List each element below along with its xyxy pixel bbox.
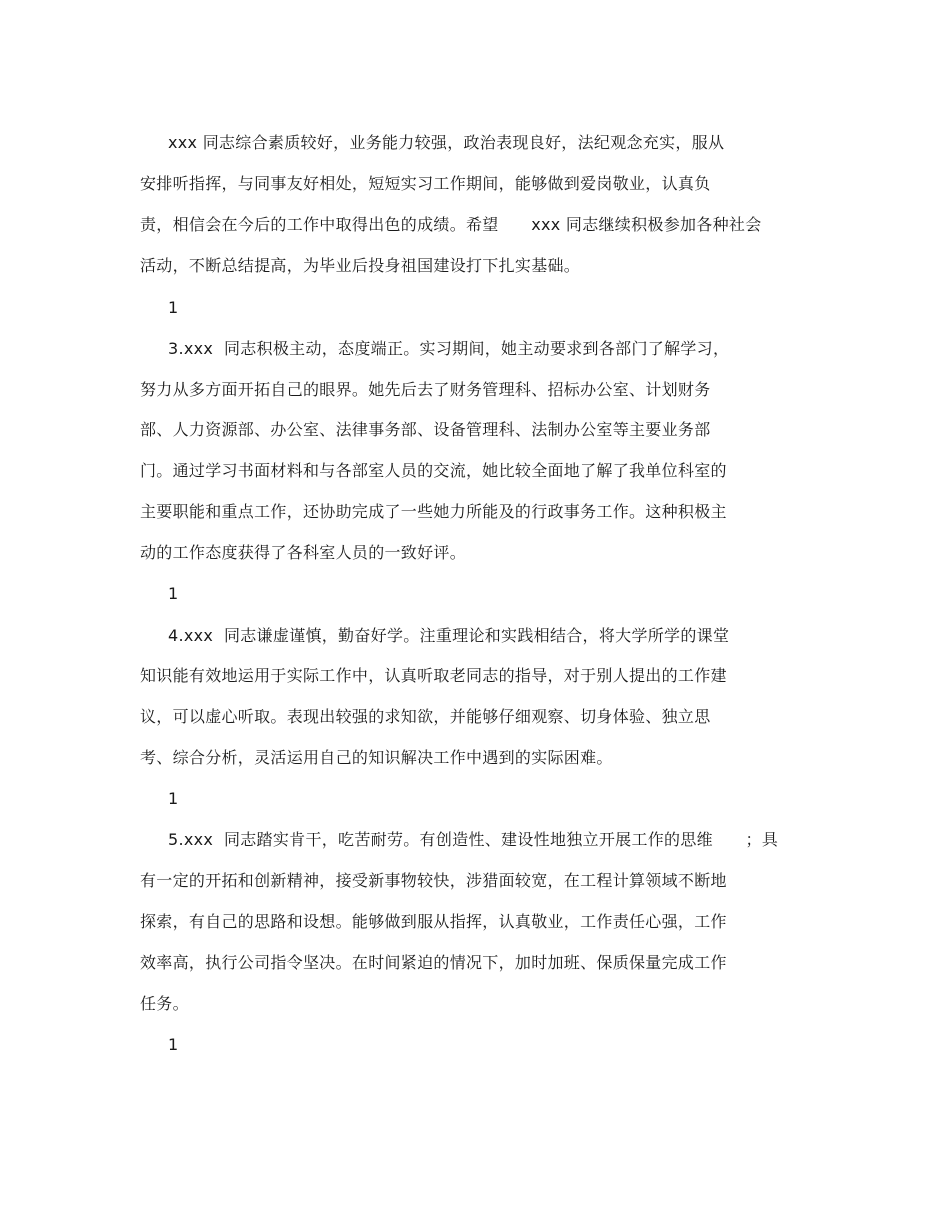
marker-number: 1	[168, 1035, 179, 1054]
paragraph-3-line-2: 努力从多方面开拓自己的眼界。她先后去了财务管理科、招标办公室、计划财务	[140, 380, 711, 399]
paragraph-1-line-4: 活动，不断总结提高，为毕业后投身祖国建设打下扎实基础。	[140, 256, 581, 275]
paragraph-5-line-4: 效率高，执行公司指令坚决。在时间紧迫的情况下，加时加班、保质保量完成工作	[140, 953, 727, 972]
paragraph-1-line-1: xxx 同志综合素质较好，业务能力较强，政治表现良好，法纪观念充实，服从	[168, 133, 725, 152]
paragraph-5-line-2: 有一定的开拓和创新精神，接受新事物较快，涉猎面较宽，在工程计算领域不断地	[140, 871, 727, 890]
paragraph-4-line-1: 4.xxx 同志谦虚谨慎，勤奋好学。注重理论和实践相结合，将大学所学的课堂	[168, 626, 730, 645]
paragraph-3-line-3: 部、人力资源部、办公室、法律事务部、设备管理科、法制办公室等主要业务部	[140, 420, 711, 439]
marker-number: 1	[168, 298, 179, 317]
paragraph-1-line-2: 安排听指挥，与同事友好相处，短短实习工作期间，能够做到爱岗敬业，认真负	[140, 174, 711, 193]
marker-number: 1	[168, 789, 179, 808]
paragraph-3-line-4: 门。通过学习书面材料和与各部室人员的交流，她比较全面地了解了我单位科室的	[140, 461, 727, 480]
paragraph-5-line-3: 探索，有自己的思路和设想。能够做到服从指挥，认真敬业，工作责任心强，工作	[140, 912, 727, 931]
paragraph-5-line-5: 任务。	[140, 994, 189, 1013]
paragraph-3-line-5: 主要职能和重点工作，还协助完成了一些她力所能及的行政事务工作。这种积极主	[140, 502, 727, 521]
paragraph-5-line-1: 5.xxx 同志踏实肯干，吃苦耐劳。有创造性、建设性地独立开展工作的思维 ；具	[168, 830, 779, 849]
marker-number: 1	[168, 584, 179, 603]
paragraph-1-line-3: 责，相信会在今后的工作中取得出色的成绩。希望 xxx 同志继续积极参加各种社会	[140, 215, 762, 234]
paragraph-4-line-3: 议，可以虚心听取。表现出较强的求知欲，并能够仔细观察、切身体验、独立思	[140, 707, 711, 726]
paragraph-3-line-6: 动的工作态度获得了各科室人员的一致好评。	[140, 543, 467, 562]
paragraph-4-line-2: 知识能有效地运用于实际工作中，认真听取老同志的指导，对于别人提出的工作建	[140, 666, 727, 685]
paragraph-4-line-4: 考、综合分析，灵活运用自己的知识解决工作中遇到的实际困难。	[140, 748, 613, 767]
paragraph-3-line-1: 3.xxx 同志积极主动，态度端正。实习期间，她主动要求到各部门了解学习，	[168, 339, 730, 358]
